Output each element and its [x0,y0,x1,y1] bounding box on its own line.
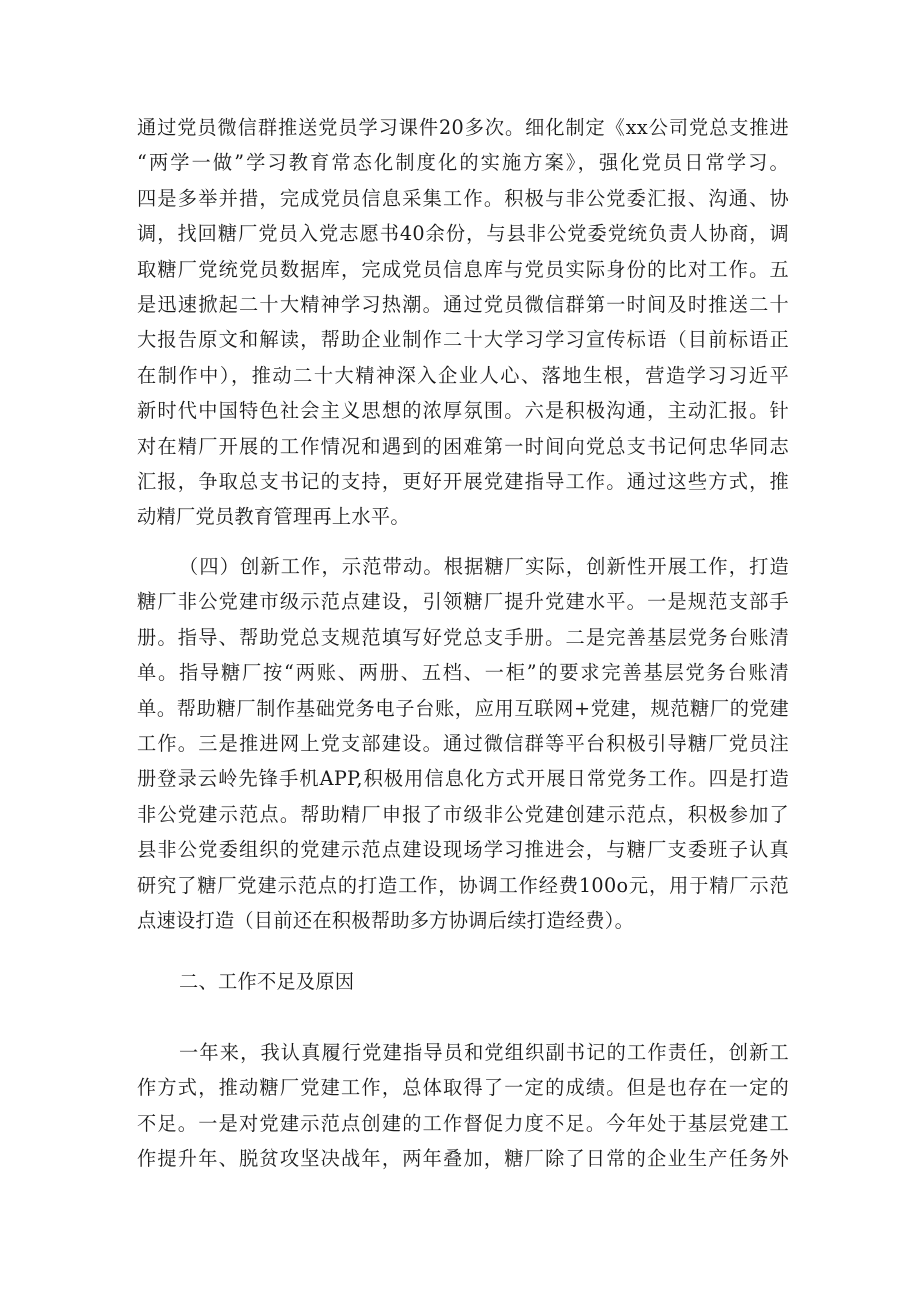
text-line: 单。指导糖厂按“两账、两册、五档、一柜”的要求完善基层党务台账清 [137,661,789,685]
paragraph-shortcomings [137,1035,789,1177]
text-line: 动精厂党员教育管理再上水平。 [137,505,410,529]
text-line: 非公党建示范点。帮助精厂申报了市级非公党建创建示范点，积极参加了 [137,802,789,826]
text-line: 不足。一是对党建示范点创建的工作督促力度不足。今年处于基层党建工 [137,1111,789,1135]
text-line: 一年来，我认真履行党建指导员和党组织副书记的工作责任，创新工 [179,1041,789,1064]
text-line: 点速设打造（目前还在积极帮助多方协调后续打造经费）。 [137,908,635,932]
text-line: 取糖厂党统党员数据库，完成党员信息库与党员实际身份的比对工作。五 [137,257,789,281]
text-line: “两学一做”学习教育常态化制度化的实施方案》，强化党员日常学习。 [137,151,789,175]
text-line: 是迅速掀起二十大精神学习热潮。通过党员微信群第一时间及时推送二十 [137,292,789,316]
text-line: 作提升年、脱贫攻坚决战年，两年叠加，糖厂除了日常的企业生产任务外 [137,1147,789,1171]
text-line: 对在精厂开展的工作情况和遇到的困难第一时间向党总支书记何忠华同志 [137,434,789,458]
text-line: 汇报，争取总支书记的支持，更好开展党建指导工作。通过这些方式，推 [137,469,789,493]
text-line: 工作。三是推进网上党支部建设。通过微信群等平台积极引导糖厂党员注 [137,731,789,755]
section-heading [137,964,789,999]
text-line: 糖厂非公党建市级示范点建设，引领糖厂提升党建水平。一是规范支部手 [137,590,789,614]
text-line: 研究了糖厂党建示范点的打造工作，协调工作经费100o元，用于精厂示范 [137,873,789,897]
text-line: 在制作中），推动二十大精神深入企业人心、落地生根，营造学习习近平 [137,363,789,387]
text-line: 册。指导、帮助党总支规范填写好党总支手册。二是完善基层党务台账清 [137,625,789,649]
text-line: 四是多举并措，完成党员信息采集工作。积极与非公党委汇报、沟通、协 [137,186,789,210]
text-line: 调，找回糖厂党员入党志愿书40余份，与县非公党委党统负责人协商，调 [137,222,789,246]
text-line: 通过党员微信群推送党员学习课件20多次。细化制定《xx公司党总支推进 [137,116,789,139]
text-line: 新时代中国特色社会主义思想的浓厚氛围。六是积极沟通，主动汇报。针 [137,399,789,423]
paragraph-innovation-demonstration [137,549,789,938]
text-line: 县非公党委组织的党建示范点建设现场学习推进会，与糖厂支委班子认真 [137,838,789,862]
section-heading-text: 二、工作不足及原因 [179,970,355,993]
text-line: 单。帮助糖厂制作基础党务电子台账，应用互联网+党建，规范糖厂的党建 [137,696,789,720]
text-line: 册登录云岭先锋手机APP,积极用信息化方式开展日常党务工作。四是打造 [137,767,789,791]
text-line: （四）创新工作，示范带动。根据糖厂实际，创新性开展工作，打造 [179,555,789,578]
text-line: 作方式，推动糖厂党建工作，总体取得了一定的成绩。但是也存在一定的 [137,1076,789,1100]
text-line: 大报告原文和解读，帮助企业制作二十大学习学习宣传标语（目前标语正 [137,328,789,352]
paragraph-party-education [137,110,789,535]
